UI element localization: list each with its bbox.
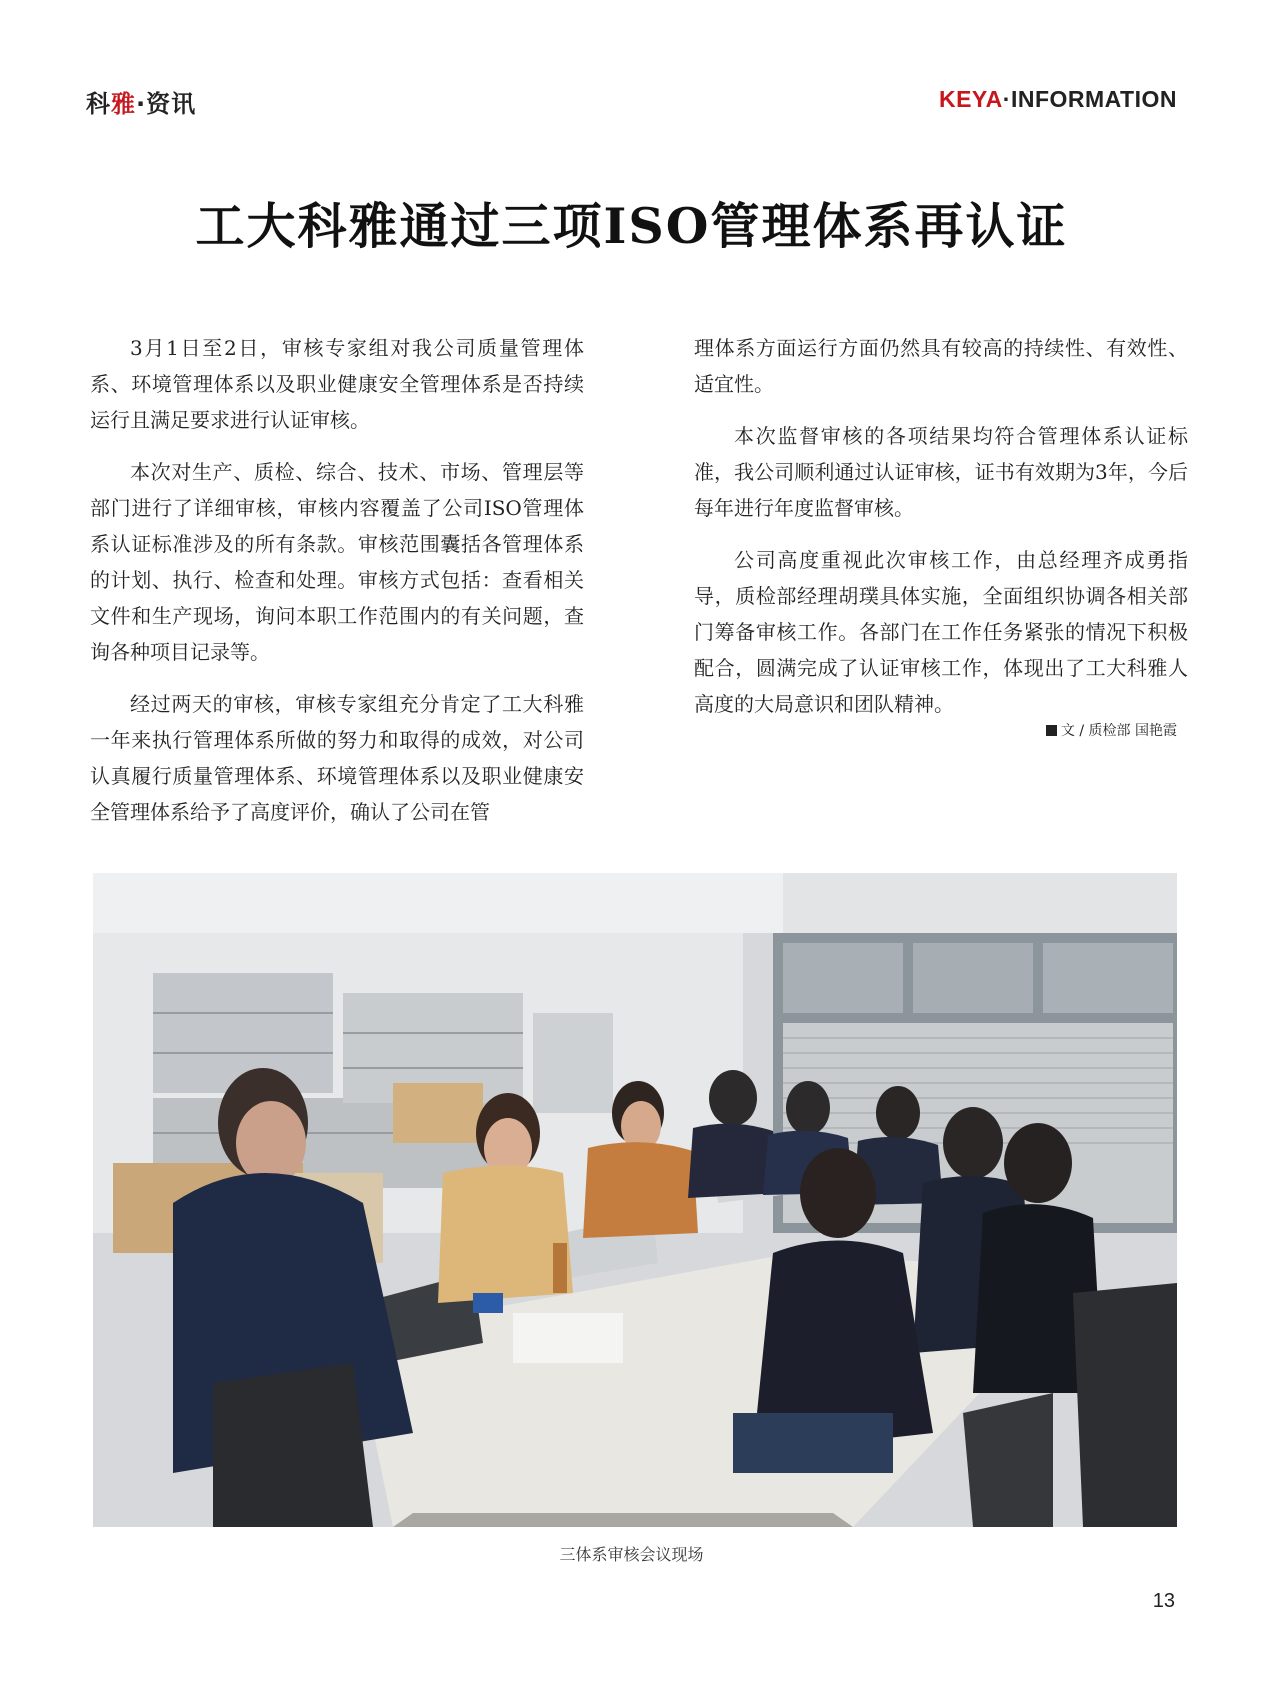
article-column-right: [694, 330, 1188, 738]
paragraph: 公司高度重视此次审核工作，由总经理齐成勇指导，质检部经理胡璞具体实施，全面组织协调各相关部门筹备审核工作。各部门在工作任务紧张的情况下积极配合，圆满完成了认证审核工作，体现出了工大科雅人高度的大局意识和团队精神。: [694, 548, 1188, 716]
article-column-left: [90, 330, 584, 846]
paragraph: 3月1日至2日，审核专家组对我公司质量管理体系、环境管理体系以及职业健康安全管理体系是否持续运行且满足要求进行认证审核。: [90, 336, 584, 432]
brand-en: KEYA: [938, 86, 1003, 112]
section-header-cn: [86, 84, 196, 119]
square-bullet-icon: [1046, 725, 1057, 736]
section-en-label: ·INFORMATION: [1002, 86, 1177, 112]
paragraph: 本次监督审核的各项结果均符合管理体系认证标准，我公司顺利通过认证审核，证书有效期为3年，今后每年进行年度监督审核。: [694, 424, 1188, 520]
meeting-photo-illustration: [93, 873, 1177, 1527]
paragraph: 经过两天的审核，审核专家组充分肯定了工大科雅一年来执行管理体系所做的努力和取得的成效，对公司认真履行质量管理体系、环境管理体系以及职业健康安全管理体系给予了高度评价，确认了公司在管: [90, 692, 584, 824]
paragraph-continuation: 理体系方面运行方面仍然具有较高的持续性、有效性、适宜性。: [694, 336, 1188, 396]
brand-char-b: 雅: [111, 90, 136, 118]
page-number: 13: [1152, 1590, 1175, 1612]
section-header-en: [939, 86, 1177, 113]
article-title: 工大科雅通过三项ISO管理体系再认证: [195, 197, 1068, 255]
meeting-photo: [93, 873, 1177, 1527]
author-byline: [1046, 720, 1177, 740]
byline-text: 文 / 质检部 国艳霞: [1060, 723, 1177, 739]
paragraph: 本次对生产、质检、综合、技术、市场、管理层等部门进行了详细审核，审核内容覆盖了公司ISO管理体系认证标准涉及的所有条款。审核范围囊括各管理体系的计划、执行、检查和处理。审核方式包括：查看相关文件和生产现场，询问本职工作范围内的有关问题，查询各种项目记录等。: [90, 460, 584, 664]
brand-char-a: 科: [86, 90, 111, 118]
section-label: ·资讯: [136, 90, 197, 118]
photo-caption: 三体系审核会议现场: [559, 1545, 704, 1564]
